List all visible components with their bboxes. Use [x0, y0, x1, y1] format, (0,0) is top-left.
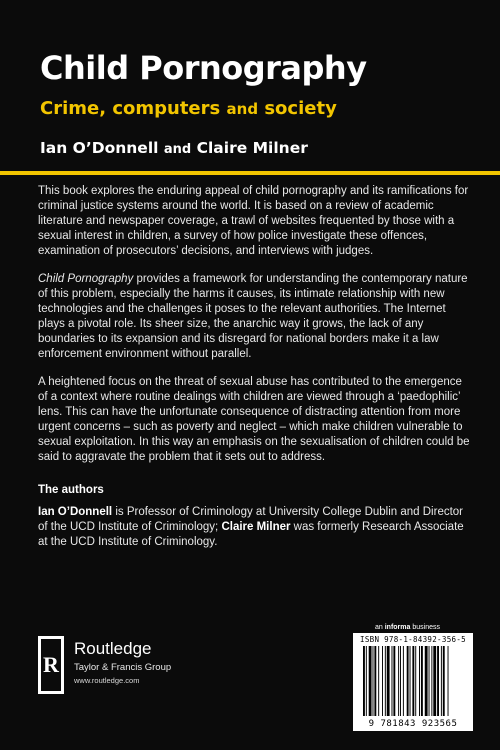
authors-bio	[38, 505, 474, 550]
barcode-digits: 9 781843 923565	[368, 719, 458, 729]
bio-text-2: was formerly Research Associate at the UCD Institute of Criminology.	[38, 521, 464, 548]
author-2: Claire Milner	[196, 139, 308, 157]
blurb-paragraph-1: This book explores the enduring appeal of child pornography and its ramifications for criminal justice systems around the world. It is based on a review of academic literature and newspaper coverage, a trawl of websites frequented by those with a sexual interest in children, a survey of how police investigate these offences, examination of prosecutors’ decisions, and interviews with judges.	[38, 185, 469, 257]
bio-name-1: Ian O’Donnell	[38, 506, 113, 518]
book-title: Child Pornography	[40, 49, 367, 87]
publisher-url: www.routledge.com	[74, 676, 140, 685]
subtitle-part2: society	[264, 98, 337, 119]
publisher-name: Routledge	[74, 639, 152, 658]
authors-heading: The authors	[38, 484, 104, 496]
book-subtitle	[40, 98, 480, 120]
svg-text:R: R	[43, 652, 59, 677]
isbn-text: ISBN 978-1-84392-356-5	[360, 635, 466, 644]
accent-divider	[0, 171, 500, 175]
author-line	[40, 138, 480, 160]
publisher-group: Taylor & Francis Group	[74, 662, 172, 673]
blurb	[38, 184, 474, 563]
informa-suffix: business	[410, 624, 440, 631]
barcode-bars-icon	[363, 646, 465, 716]
author-1: Ian O’Donnell	[40, 139, 159, 157]
authors-and: and	[163, 142, 192, 157]
subtitle-part1: Crime, computers	[40, 98, 221, 119]
informa-tagline	[375, 624, 440, 631]
bio-name-2: Claire Milner	[221, 521, 291, 533]
informa-brand: informa	[384, 624, 411, 631]
cover-header	[40, 50, 480, 160]
barcode	[353, 633, 473, 731]
subtitle-and: and	[226, 100, 259, 118]
bio-text-1: is Professor of Criminology at University College Dublin and Director of the UCD Institute of Criminology;	[38, 506, 464, 533]
book-title-italic: Child Pornography	[38, 273, 134, 285]
blurb-paragraph-2	[38, 272, 474, 362]
publisher-block	[38, 636, 258, 706]
blurb-paragraph-3: A heightened focus on the threat of sexual abuse has contributed to the emergence of a context where routine dealings with children are viewed through a ‘paedophilic’ lens. This can have the unfortunate consequence of distracting attention from more urgent concerns – such as poverty and neglect – which make children vulnerable to sexual exploitation. In this way an emphasis on the sexualisation of children could be said to aggravate the problem that it sets out to address.	[38, 376, 470, 463]
blurb-paragraph-2-text: provides a framework for understanding the contemporary nature of this problem, especially the harms it causes, its intimate relationship with new technologies and the challenges it poses to the relevant authorities. The Internet plays a pivotal role. Its sheer size, the anarchic way it grows, the lack of any boundaries to its expansion and its disregard for national borders make it a law enforcement environment without parallel.	[38, 273, 468, 360]
informa-prefix: an	[375, 624, 385, 631]
routledge-logo-icon	[38, 636, 64, 694]
